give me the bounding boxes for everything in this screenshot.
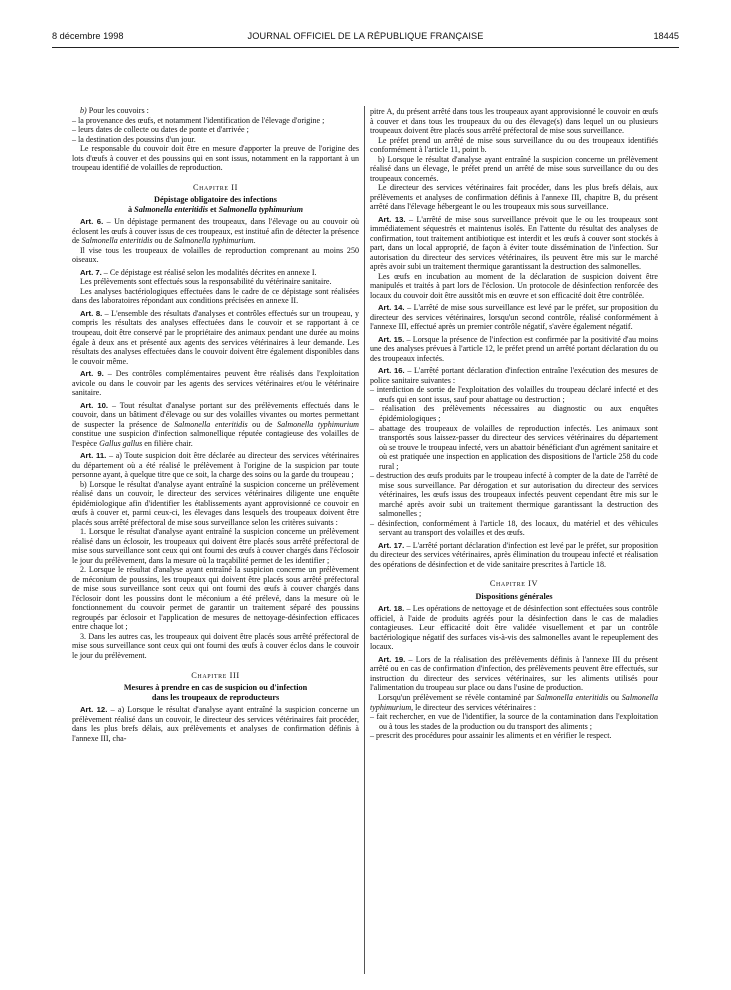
chapter-heading-4: Chapitre IV [489, 579, 539, 589]
article-16: Art. 16. – L'arrêté portant déclaration d'infection entraîne l'exécution des mesures de police sanitaire suivantes : [370, 366, 659, 385]
article-12-continued: pitre A, du présent arrêté dans tous les troupeaux ayant approvisionné le couvoir en œufs à couver et dans tous les troupeaux du ou des élevage(s) dans lequel un ou plusieurs troupeaux doivent être placés sous arrêté préfectoral de mise sous surveillance. [370, 107, 658, 136]
article-11: Art. 11. – a) Toute suspicion doit être déclarée au directeur des services vétérinaires du département où a été réalisé le prélèvement à l'origine de la suspicion par toute personne ayant, à quelque titre que ce soit, la charge des soins ou la garde du troupeau ; [72, 451, 359, 480]
article-6-paragraph: Il vise tous les troupeaux de volailles de reproduction comprenant au moins 250 oiseaux. [72, 245, 359, 265]
article-12: Art. 12. – a) Lorsque le résultat d'analyse ayant entraîné la suspicion concerne un prélèvement réalisé dans un couvoir, le directeur des services vétérinaires fait procéder, dans les plus brefs délais, aux prélèvements et analyses de confirmation définis à l'annexe III, cha- [72, 705, 359, 743]
article-11-paragraph: 3. Dans les autres cas, les troupeaux qui doivent être placés sous arrêté préfectoral de mise sous surveillance sont ceux qui ont fourni des œufs à couver éclos dans le couvoir le jour du prélèvement. [72, 631, 359, 660]
list-item: – désinfection, conformément à l'article 18, des locaux, du matériel et des véhicules servant au transport des volailles et des œufs. [370, 518, 658, 538]
list-item: – leurs dates de collecte ou dates de ponte et d'arrivée ; [72, 125, 249, 135]
article-8: Art. 8. – L'ensemble des résultats d'analyses et contrôles effectués sur un troupeau, y compris les résultats des analyses effectuées dans le couvoir et se rapportant à ce troupeau, doit être conservé par le propriétaire des animaux pendant une durée au moins égale à deux ans et présenté aux agents des services vétérinaires à leur demande. Les résultats des analyses effectuées dans le couvoir doivent être également disponibles dans le couvoir même. [72, 308, 359, 366]
list-item: – abattage des troupeaux de volailles de reproduction infectés. Les animaux sont transportés sous laissez-passer du directeur des services vétérinaires du département où se trouve le troupeau infecté, vers un abattoir bénéficiant d'un agrément sanitaire et où est pratiquée une inspection en application des dispositions de l'article 258 du code rural ; [370, 423, 658, 471]
paragraph-responsable: Le responsable du couvoir doit être en mesure d'apporter la preuve de l'origine des lots d'œufs à couver et des poussins qui en sont issus, notamment en la rapportant à un troupeau identifié de volailles de reproduction. [72, 144, 359, 173]
article-11-paragraph: 1. Lorsque le résultat d'analyse ayant entraîné la suspicion concerne un prélèvement réalisé dans un éclosoir, les troupeaux qui doivent être placés sous arrêté préfectoral de mise sous surveillance sont ceux qui ont fourni des œufs à couver chargés dans l'éclosoir le jour du prélèvement, dans la mesure où la traçabilité permet de les identifier ; [72, 527, 359, 565]
article-11-paragraph: b) Lorsque le résultat d'analyse ayant entraîné la suspicion concerne un prélèvement réalisé dans un couvoir, le directeur des services vétérinaires diligente une enquête épidémiologique afin d'identifier les établissements ayant approvisionné ce couvoir en œufs à couver et, parmi ceux-ci, les élevages dans lesquels des troupeaux doivent être placés sous arrêté préfectoral de mise sous surveillance selon les critères suivants : [72, 479, 359, 527]
list-item: – interdiction de sortie de l'exploitation des volailles du troupeau déclaré infecté et des œufs qui en sont issus, sauf pour abattage ou destruction ; [370, 385, 658, 404]
article-9: Art. 9. – Des contrôles complémentaires peuvent être réalisés dans l'exploitation avicole ou dans le couvoir par les agents des services vétérinaires et/ou le vétérinaire sanitaire. [72, 369, 359, 398]
header-rule [52, 47, 679, 48]
header-page-number: 18445 [653, 31, 679, 41]
article-19-paragraph: Lorsqu'un prélèvement se révèle contaminé par Salmonella enteritidis ou Salmonella typhimurium, le directeur des services vétérinaires : [370, 692, 658, 712]
article-7-paragraph: Les prélèvements sont effectués sous la responsabilité du vétérinaire sanitaire. [80, 277, 332, 287]
article-13-paragraph: Les œufs en incubation au moment de la déclaration de suspicion doivent être manipulés et traités à part lors de l'éclosion. Un protocole de désinfection renforcée des locaux du couvoir doit être aussitôt mis en œuvre et son efficacité doit être contrôlée. [370, 271, 658, 300]
list-item: – prescrit des procédures pour assainir les aliments et en vérifier le respect. [370, 731, 612, 741]
header-date: 8 décembre 1998 [52, 31, 124, 41]
article-12-paragraph: b) Lorsque le résultat d'analyse ayant entraîné la suspicion concerne un prélèvement réalisé dans un élevage, le préfet prend un arrêté de mise sous surveillance du ou des troupeaux concernés. [370, 154, 658, 183]
paragraph-b-couvoirs: b) Pour les couvoirs : [80, 106, 149, 115]
article-10: Art. 10. – Tout résultat d'analyse portant sur des prélèvements effectués dans le couvoir, dans un bâtiment d'élevage ou sur des volailles vivantes ou mortes permettant de suspecter la présence de Salmonella enteritidis ou de Salmonella typhimurium constitue une suspicion d'infection salmonellique réputée contagieuse des volailles de l'espèce Gallus gallus en filière chair. [72, 400, 360, 448]
list-item: – la provenance des œufs, et notamment l'identification de l'élevage d'origine ; [72, 115, 325, 125]
list-item: – la destination des poussins d'un jour. [72, 134, 196, 144]
article-7-paragraph: Les analyses bactériologiques effectuées dans le cadre de ce dépistage sont réalisées dans des laboratoires répondant aux conditions précisées en annexe II. [72, 286, 359, 306]
article-14: Art. 14. – L'arrêté de mise sous surveillance est levé par le préfet, sur proposition du directeur des services vétérinaires, lorsqu'un second contrôle, réalisé conformément à l'annexe III, effectué après un premier contrôle négatif, s'avère également négatif. [370, 303, 659, 332]
article-12-paragraph: Le directeur des services vétérinaires fait procéder, dans les plus brefs délais, aux prélèvements et analyses de confirmation définis à l'annexe III, chapitre B, du présent arrêté dans l'élevage hébergeant le ou les troupeaux mis sous surveillance. [370, 183, 658, 212]
article-19: Art. 19. – Lors de la réalisation des prélèvements définis à l'annexe III du présent arrêté ou en cas de confirmation d'infection, des prélèvements peuvent être effectués, sur instruction du directeur des services vétérinaires, sur les aliments utilisés pour l'alimentation du troupeau sur place ou dans l'usine de production. [370, 654, 658, 693]
article-15: Art. 15. – Lorsque la présence de l'infection est confirmée par la positivité d'au moins une des analyses prévues à l'article 12, le préfet prend un arrêté portant déclaration du ou des troupeaux infectés. [370, 334, 658, 363]
list-item: – fait rechercher, en vue de l'identifier, la source de la contamination dans l'exploitation ou à tous les stades de la production ou du transport des aliments ; [370, 712, 658, 731]
header-journal-title: JOURNAL OFFICIEL DE LA RÉPUBLIQUE FRANÇAISE [247, 31, 484, 41]
right-column [370, 107, 658, 741]
article-7: Art. 7. – Ce dépistage est réalisé selon les modalités décrites en annexe I. [80, 267, 317, 277]
chapter-heading-2: Chapitre II [192, 182, 239, 192]
page-header [52, 31, 679, 45]
column-separator [364, 106, 365, 974]
list-item: – réalisation des prélèvements nécessaires au diagnostic ou aux enquêtes épidémiologiques ; [370, 404, 658, 423]
left-column [72, 106, 359, 743]
article-6: Art. 6. – Un dépistage permanent des troupeaux, dans l'élevage ou au couvoir où éclosent les œufs à couver issus de ces troupeaux, est institué afin de détecter la présence de Salmonella enteritidis ou de Salmonella typhimurium. [72, 217, 359, 246]
article-18: Art. 18. – Les opérations de nettoyage et de désinfection sont effectuées sous contrôle officiel, à l'aide de produits agréés pour la désinfection dans le cas de maladies contagieuses. Leur efficacité doit être validée visuellement et par un contrôle bactériologique négatif des surfaces vis-à-vis des salmonelles avant le repeuplement des locaux. [370, 604, 659, 652]
chapter-title-4: Dispositions générales [475, 591, 553, 601]
chapter-title-2: Dépistage obligatoire des infections à Salmonella enteritidis et Salmonella typhimurium [128, 195, 303, 214]
article-17: Art. 17. – L'arrêté portant déclaration d'infection est levé par le préfet, sur proposition du directeur des services vétérinaires, après élimination du troupeau infecté et réalisation des opérations de désinfection et de vide sanitaire prescrites à l'article 18. [370, 540, 659, 569]
list-item: – destruction des œufs produits par le troupeau infecté à compter de la date de l'arrêté de mise sous surveillance. Par dérogation et sur autorisation du directeur des services vétérinaires, les œufs issus des troupeaux infectés peuvent cependant être mis sur le marché après avoir subi un traitement thermique garantissant la destruction des salmonelles ; [370, 471, 658, 519]
article-12-paragraph: Le préfet prend un arrêté de mise sous surveillance du ou des troupeaux identifiés conformément à l'article 11, point b. [370, 135, 658, 155]
chapter-heading-3: Chapitre III [191, 670, 240, 680]
article-11-paragraph: 2. Lorsque le résultat d'analyse ayant entraîné la suspicion concerne un prélèvement de méconium de poussins, les troupeaux qui doivent être placés sous arrêté préfectoral de mise sous surveillance sont ceux qui ont fourni des œufs à couver chargés dans l'éclosoir dont les poussins dont le méconium a été prélevé, dans la mesure où le fonctionnement du couvoir permet de garantir un traitement séparé des poussins regroupés par éclosoir et l'application de mesures de nettoyage-désinfection efficaces entre chaque lot ; [72, 565, 359, 632]
chapter-title-3: Mesures à prendre en cas de suspicion ou d'infection dans les troupeaux de reproducteurs [123, 683, 308, 702]
article-13: Art. 13. – L'arrêté de mise sous surveillance prévoit que le ou les troupeaux sont immédiatement séquestrés et maintenus isolés. En l'attente du résultat des analyses de confirmation, tout traitement antibiotique est interdit et les œufs à couver sont stockés à part, dans un local approprié, de façon à éviter toute dissémination de l'infection. Sur autorisation du directeur des services vétérinaires, ils peuvent être mis sur le marché après avoir subi un traitement thermique garantissant la destruction des salmonelles. [370, 214, 659, 272]
